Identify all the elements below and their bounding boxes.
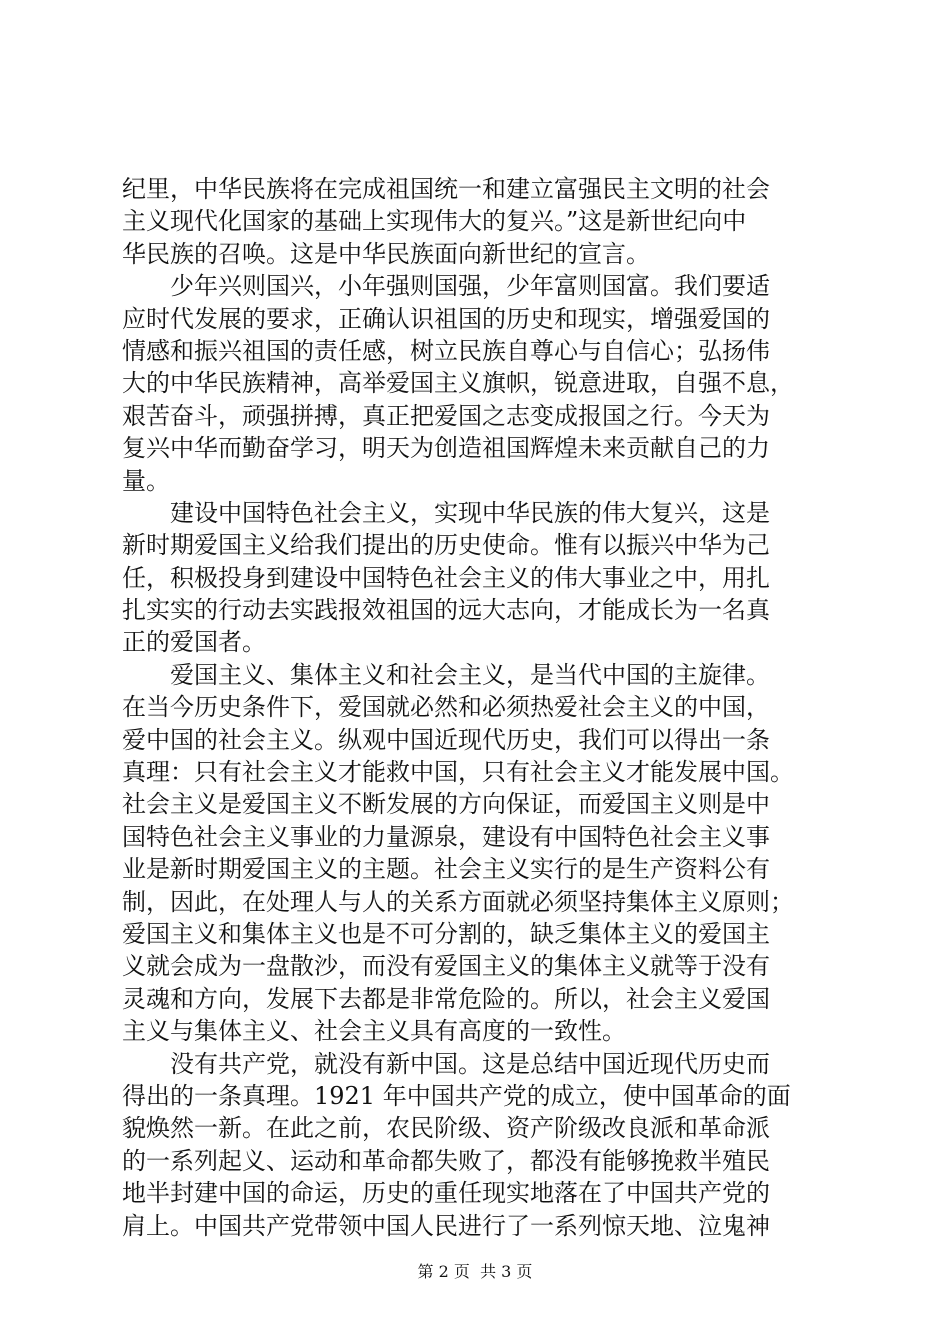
text-line: 量。: [122, 466, 170, 495]
text-line: 貌焕然一新。在此之前，农民阶级、资产阶级改良派和革命派: [122, 1114, 770, 1143]
text-line: 艰苦奋斗，顽强拼搏，真正把爱国之志变成报国之行。今天为: [122, 401, 770, 430]
text-line: 灵魂和方向，发展下去都是非常危险的。所以，社会主义爱国: [122, 984, 770, 1013]
text-line: 国特色社会主义事业的力量源泉，建设有中国特色社会主义事: [122, 822, 770, 851]
text-line: 没有共产党，就没有新中国。这是总结中国近现代历史而: [122, 1049, 770, 1078]
text-line: 少年兴则国兴，小年强则国强，少年富则国富。我们要适: [122, 272, 770, 301]
text-line: 主义与集体主义、社会主义具有高度的一致性。: [122, 1017, 626, 1046]
text-line: 复兴中华而勤奋学习，明天为创造祖国辉煌未来贡献自己的力: [122, 434, 770, 463]
text-line: 主义现代化国家的基础上实现伟大的复兴。”这是新世纪向中: [122, 207, 747, 236]
text-line: 华民族的召唤。这是中华民族面向新世纪的宣言。: [122, 239, 650, 268]
text-line: 地半封建中国的命运，历史的重任现实地落在了中国共产党的: [122, 1179, 770, 1208]
text-line: 大的中华民族精神，高举爱国主义旗帜，锐意进取，自强不息，: [122, 369, 794, 398]
text-line: 在当今历史条件下，爱国就必然和必须热爱社会主义的中国，: [122, 693, 770, 722]
document-body: [122, 173, 834, 1242]
text-line: 任，积极投身到建设中国特色社会主义的伟大事业之中，用扎: [122, 563, 770, 592]
text-line: 扎实实的行动去实践报效祖国的远大志向，才能成长为一名真: [122, 596, 770, 625]
text-line: 新时期爱国主义给我们提出的历史使命。惟有以振兴中华为己: [122, 531, 770, 560]
text-line: 真理：只有社会主义才能救中国，只有社会主义才能发展中国。: [122, 758, 794, 787]
text-line: 情感和振兴祖国的责任感，树立民族自尊心与自信心；弘扬伟: [122, 336, 770, 365]
text-line: 爱国主义、集体主义和社会主义，是当代中国的主旋律。: [122, 660, 770, 689]
text-line: 正的爱国者。: [122, 628, 266, 657]
text-line: 纪里，中华民族将在完成祖国统一和建立富强民主文明的社会: [122, 175, 770, 203]
text-line: 建设中国特色社会主义，实现中华民族的伟大复兴，这是: [122, 498, 770, 527]
page-number-footer: 第 2 页 共 3 页: [417, 1262, 533, 1281]
text-line: 爱国主义和集体主义也是不可分割的，缺乏集体主义的爱国主: [122, 919, 770, 948]
text-line: 的一系列起义、运动和革命都失败了，都没有能够挽救半殖民: [122, 1146, 770, 1175]
text-line: 肩上。中国共产党带领中国人民进行了一系列惊天地、泣鬼神: [122, 1211, 770, 1240]
text-line: 制，因此，在处理人与人的关系方面就必须坚持集体主义原则；: [122, 887, 794, 916]
text-line: 业是新时期爱国主义的主题。社会主义实行的是生产资料公有: [122, 855, 770, 884]
text-line: 义就会成为一盘散沙，而没有爱国主义的集体主义就等于没有: [122, 952, 770, 981]
text-line: 爱中国的社会主义。纵观中国近现代历史，我们可以得出一条: [122, 725, 770, 754]
text-line: 应时代发展的要求，正确认识祖国的历史和现实，增强爱国的: [122, 304, 770, 333]
text-line: 得出的一条真理。1921 年中国共产党的成立，使中国革命的面: [122, 1081, 791, 1110]
text-line: 社会主义是爱国主义不断发展的方向保证，而爱国主义则是中: [122, 790, 770, 819]
